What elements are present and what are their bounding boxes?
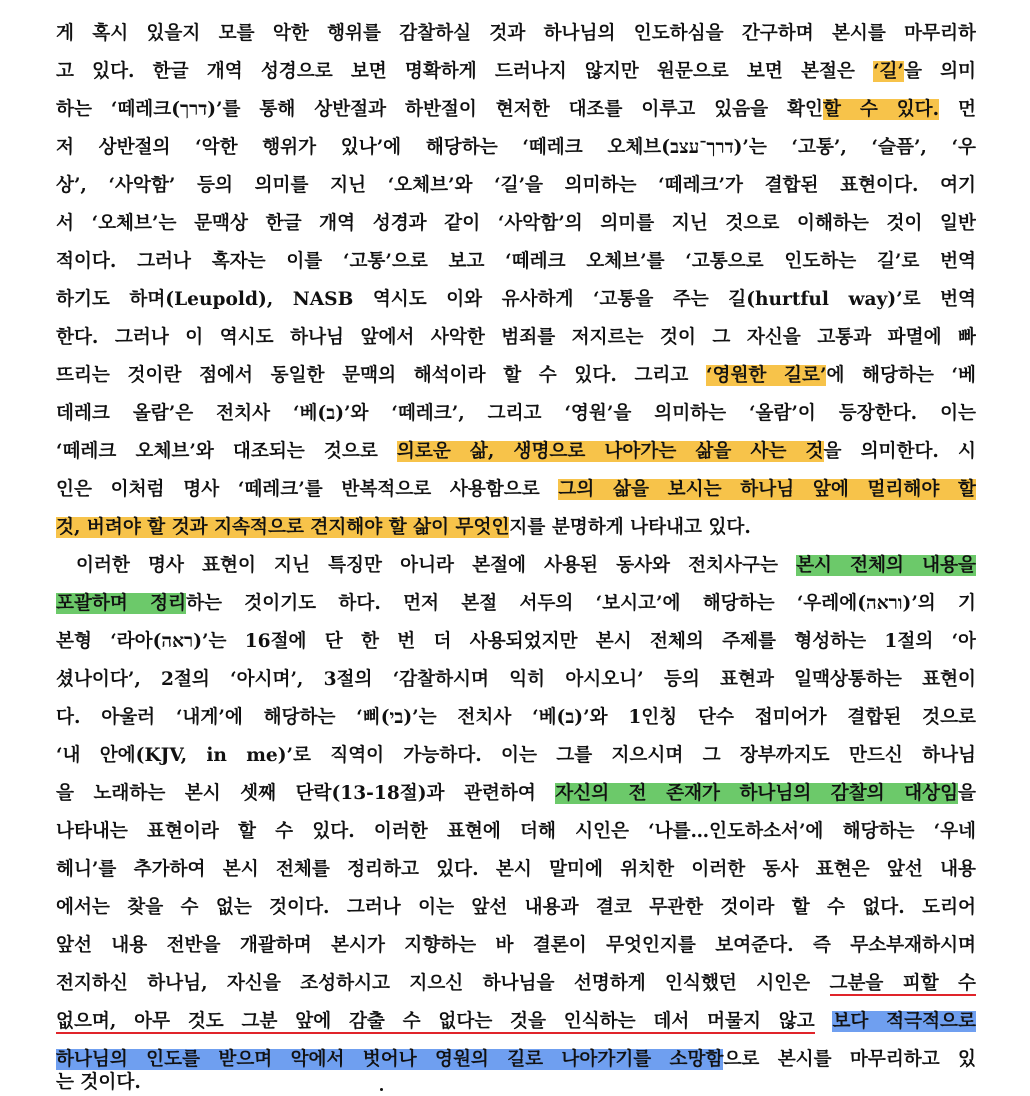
text-line: 하는 ‘떼레크(דרך)’를 통해 상반절과 하반절이 현저한 대조를 이루고 있음을 확인할 수 있다. 먼 <box>56 99 976 120</box>
text-line: ‘내 안에(KJV, in me)’로 직역이 가능하다. 이는 그를 지으시며 그 장부까지도 만드신 하나님 <box>56 745 976 766</box>
text-line: 인은 이처럼 명사 ‘떼레크’를 반복적으로 사용함으로 그의 삶을 보시는 하나님 앞에 멀리해야 할 <box>56 479 976 500</box>
highlight-yellow: 할 수 있다. <box>822 99 940 120</box>
underline-red: 그분을 피할 수 <box>829 973 976 994</box>
highlight-yellow: ‘영원한 길로’ <box>706 365 827 386</box>
text-line: 하기도 하며(Leupold), NASB 역시도 이와 유사하게 ‘고통을 주는 길(hurtful way)’로 번역 <box>56 289 976 310</box>
text-line: ‘떼레크 오체브’와 대조되는 것으로 의로운 삶, 생명으로 나아가는 삶을 사는 것을 의미한다. 시 <box>56 441 976 462</box>
highlight-yellow: 것, 버려야 할 것과 지속적으로 견지해야 할 삶이 무엇인 <box>56 517 510 538</box>
highlight-green: 자신의 전 존재가 하나님의 감찰의 대상임 <box>555 783 959 804</box>
text-line: 뜨리는 것이란 점에서 동일한 문맥의 해석이라 할 수 있다. 그리고 ‘영원한 길로’에 해당하는 ‘베 <box>56 365 976 386</box>
text-line: 전지하신 하나님, 자신을 조성하시고 지으신 하나님을 선명하게 인식했던 시인은 그분을 피할 수 <box>56 973 976 994</box>
highlight-yellow: 의로운 삶, 생명으로 나아가는 삶을 사는 것 <box>396 441 824 462</box>
stray-dot <box>380 1088 383 1091</box>
text-line: 에서는 찾을 수 없는 것이다. 그러나 이는 앞선 내용과 결코 무관한 것이라 할 수 없다. 도리어 <box>56 897 976 918</box>
highlight-green: 포괄하며 정리 <box>56 593 187 614</box>
underline-red: 없으며, 아무 것도 그분 앞에 감출 수 없다는 것을 인식하는 데서 머물지 않고 <box>56 1011 815 1032</box>
text-line: 서 ‘오체브’는 문맥상 한글 개역 성경과 같이 ‘사악함’의 의미를 지닌 것으로 이해하는 것이 일반 <box>56 213 976 234</box>
text-line: 을 노래하는 본시 셋째 단락(13-18절)과 관련하여 자신의 전 존재가 하나님의 감찰의 대상임을 <box>56 783 976 804</box>
text-line: 이러한 명사 표현이 지닌 특징만 아니라 본절에 사용된 동사와 전치사구는 본시 전체의 내용을 <box>76 555 976 576</box>
highlight-blue: 하나님의 인도를 받으며 악에서 벗어나 영원의 길로 나아가기를 소망함 <box>56 1049 724 1070</box>
text-line: 적이다. 그러나 혹자는 이를 ‘고통’으로 보고 ‘떼레크 오체브’를 ‘고통으로 인도하는 길’로 번역 <box>56 251 976 272</box>
text-line: 본형 ‘라아(ראה)’는 16절에 단 한 번 더 사용되었지만 본시 전체의 주제를 형성하는 1절의 ‘아 <box>56 631 976 652</box>
highlight-green: 본시 전체의 내용을 <box>796 555 976 576</box>
text-line: 헤니’를 추가하여 본시 전체를 정리하고 있다. 본시 말미에 위치한 이러한 동사 표현은 앞선 내용 <box>56 859 976 880</box>
text-line: 포괄하며 정리하는 것이기도 하다. 먼저 본절 서두의 ‘보시고’에 해당하는 ‘우레에(וראה)’의 기 <box>56 593 976 614</box>
text-line: 것, 버려야 할 것과 지속적으로 견지해야 할 삶이 무엇인지를 분명하게 나타내고 있다. <box>56 517 751 538</box>
text-line: 나타내는 표현이라 할 수 있다. 이러한 표현에 더해 시인은 ‘나를…인도하소서’에 해당하는 ‘우네 <box>56 821 976 842</box>
text-line: 는 것이다. <box>56 1072 141 1093</box>
text-line: 하나님의 인도를 받으며 악에서 벗어나 영원의 길로 나아가기를 소망함으로 본시를 마무리하고 있 <box>56 1049 976 1070</box>
text-line: 앞선 내용 전반을 개괄하며 본시가 지향하는 바 결론이 무엇인지를 보여준다. 즉 무소부재하시며 <box>56 935 976 956</box>
highlight-yellow: 그의 삶을 보시는 하나님 앞에 멀리해야 할 <box>558 479 976 500</box>
text-line: 게 혹시 있을지 모를 악한 행위를 감찰하실 것과 하나님의 인도하심을 간구하며 본시를 마무리하 <box>56 23 976 44</box>
highlight-blue: 보다 적극적으로 <box>832 1011 976 1032</box>
text-line: 데레크 올람’은 전치사 ‘베(ב)’와 ‘떼레크’, 그리고 ‘영원’을 의미하는 ‘올람’이 등장한다. 이는 <box>56 403 976 424</box>
text-line: 저 상반절의 ‘악한 행위가 있나’에 해당하는 ‘떼레크 오체브(דרך־עצב)’는 ‘고통’, ‘슬픔’, ‘우 <box>56 137 976 158</box>
text-line: 한다. 그러나 이 역시도 하나님 앞에서 사악한 범죄를 저지르는 것이 그 자신을 고통과 파멸에 빠 <box>56 327 976 348</box>
text-line: 다. 아울러 ‘내게’에 해당하는 ‘삐(בי)’는 전치사 ‘베(ב)’와 1인칭 단수 접미어가 결합된 것으로 <box>56 707 976 728</box>
highlight-yellow: ‘길’ <box>873 61 904 82</box>
text-line: 고 있다. 한글 개역 성경으로 보면 명확하게 드러나지 않지만 원문으로 보면 본절은 ‘길’을 의미 <box>56 61 976 82</box>
text-line: 셨나이다’, 2절의 ‘아시며’, 3절의 ‘감찰하시며 익히 아시오니’ 등의 표현과 일맥상통하는 표현이 <box>56 669 976 690</box>
text-line <box>56 1005 976 1039</box>
text-line: 상’, ‘사악함’ 등의 의미를 지닌 ‘오체브’와 ‘길’을 의미하는 ‘떼레크’가 결합된 표현이다. 여기 <box>56 175 976 196</box>
